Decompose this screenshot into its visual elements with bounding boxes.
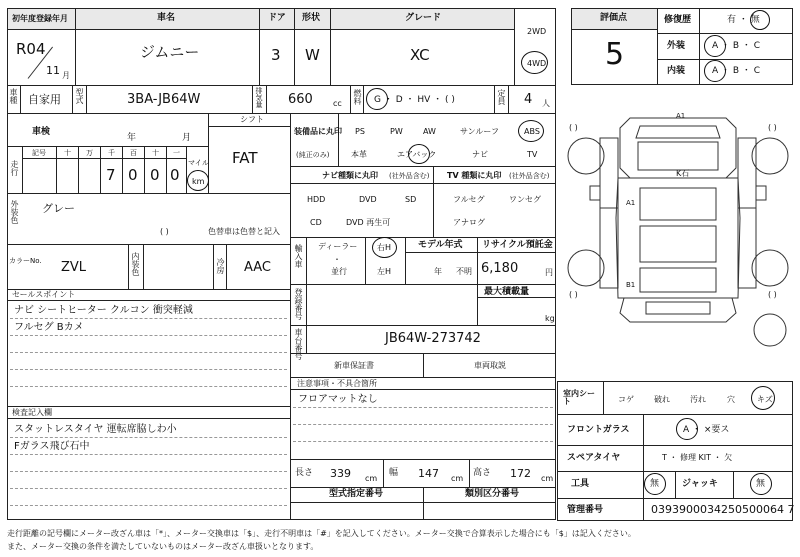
- inspector-line-1: スタットレスタイヤ 運転席脇しわ小: [14, 424, 177, 435]
- import-dot: ・: [333, 255, 341, 264]
- equip-leather: 本革: [351, 150, 367, 159]
- displacement-value: 660: [288, 92, 313, 107]
- navi-sd: SD: [405, 195, 417, 204]
- height-label: 高さ: [473, 468, 492, 478]
- interior-a-circle: [704, 60, 726, 82]
- abs-circle: [518, 120, 544, 142]
- seat-hole: 穴: [727, 395, 735, 404]
- capacity-value: 4: [524, 92, 533, 107]
- inspection-year-unit: 年: [127, 133, 137, 143]
- jack-value: 無: [756, 479, 766, 489]
- equip-airbag: エアバック: [397, 150, 437, 159]
- seat-scratch-circle: [751, 386, 775, 410]
- model-year-unit: 年: [434, 267, 442, 276]
- equip-pw: PW: [390, 127, 403, 136]
- class-number-label: 類別区分番号: [465, 489, 520, 499]
- car-name: ジムニー: [140, 43, 200, 61]
- exterior-a-circle: [704, 35, 726, 57]
- equip-abs: ABS: [524, 127, 540, 136]
- seat-tear: 破れ: [654, 395, 670, 404]
- inspector-label: 検査記入欄: [12, 408, 52, 417]
- displacement-unit: cc: [333, 99, 342, 108]
- diagram-roof-mark: K石: [676, 169, 690, 178]
- capacity-unit: 人: [542, 99, 550, 108]
- repair-none-circle: [750, 10, 770, 30]
- diagram-paren-right-bot: ( ): [768, 290, 777, 299]
- spare-tire-label: スペアタイヤ: [567, 453, 621, 463]
- tools-label: 工具: [571, 479, 590, 489]
- ac-label: 冷房: [216, 258, 225, 274]
- model-label: 型式: [75, 88, 84, 104]
- import-left-h: 左H: [377, 267, 392, 276]
- mileage-label: 走行: [10, 160, 19, 176]
- jack-none-circle: [750, 473, 772, 495]
- score-label: 評価点: [600, 13, 628, 23]
- color-no-label: カラーNo.: [9, 257, 42, 265]
- diagram-front-mark: A1: [676, 112, 686, 120]
- interior-seat-label: 室内シート: [563, 389, 595, 406]
- diagram-side-b1: B1: [626, 281, 636, 289]
- width-unit: cm: [451, 474, 464, 483]
- notes-label: 注意事項・不具合箇所: [297, 379, 377, 388]
- repair-label: 修復歴: [664, 15, 692, 25]
- door-label: ドア: [268, 13, 286, 23]
- interior-label: 内装: [667, 66, 686, 76]
- mileage-mark-label: 記号: [32, 149, 46, 157]
- length-unit: cm: [365, 474, 378, 483]
- new-warranty-label: 新車保証書: [334, 361, 374, 370]
- car-name-label: 車名: [157, 13, 176, 23]
- usage-value: 自家用: [28, 93, 61, 106]
- tools-value: 無: [650, 479, 660, 489]
- reg-month-unit: 月: [62, 71, 70, 80]
- mgmt-label: 管理番号: [567, 505, 604, 515]
- length-label: 長さ: [295, 468, 314, 478]
- import-parallel: 並行: [331, 267, 347, 276]
- mileage-unit-km: km: [192, 177, 205, 186]
- right-h-circle: [372, 237, 397, 258]
- digit-header-2: 千: [108, 149, 115, 157]
- front-glass-options: A ・ ×要ス: [683, 425, 730, 435]
- equipment-label-sub: (純正のみ): [296, 151, 330, 159]
- import-label: 輸入車: [294, 244, 303, 268]
- sales-label: セールスポイント: [12, 290, 76, 299]
- mgmt-value: 0393900034250500064 7: [651, 503, 795, 516]
- diagram-paren-left-bot: ( ): [569, 290, 578, 299]
- fuel-label: 燃料: [353, 89, 362, 105]
- exterior-options: A ・ B ・ C: [712, 41, 761, 51]
- sales-line-1: ナビ シートヒーター クルコン 衝突軽減: [14, 305, 193, 316]
- reg-label: 初年度登録年月: [12, 14, 68, 23]
- fuel-options: G ・ D ・ HV ・ ( ): [374, 95, 455, 105]
- navi-title: ナビ種類に丸印: [322, 171, 378, 180]
- score-value: 5: [605, 37, 625, 72]
- footer-line-1: 走行距離の記号欄にメーター改ざん車は「*」、メーター交換車は「$」、走行不明車は「#」を記入してください。メーター交換で合算表示した場合にも「$」は記入ください。: [7, 529, 636, 538]
- model-value: 3BA-JB64W: [127, 92, 201, 107]
- inspection-month-unit: 月: [182, 133, 192, 143]
- interior-color-label: 内装色: [131, 252, 140, 276]
- recycle-label: リサイクル預託金: [482, 240, 553, 250]
- capacity-label: 定員: [497, 89, 506, 105]
- mileage-unit-mile: マイル: [188, 159, 209, 167]
- navi-hdd: HDD: [307, 195, 326, 204]
- grade-label: グレード: [405, 13, 442, 23]
- reg-month: 11: [46, 64, 60, 77]
- digit-value-5: 0: [170, 166, 180, 184]
- tv-title-sub: (社外品含む): [509, 172, 550, 180]
- digit-header-3: 百: [130, 149, 137, 157]
- color-value: グレー: [42, 202, 75, 215]
- equipment-label: 装備品に丸印: [294, 127, 342, 136]
- displacement-label: 排気量: [255, 87, 263, 108]
- tv-fullseg: フルセグ: [453, 195, 485, 204]
- reg-no-label: 登録番号: [294, 288, 303, 320]
- grade-value: XC: [410, 46, 430, 64]
- inspector-line-2: Fガラス飛び石中: [14, 441, 90, 452]
- manual-label: 車両取説: [474, 361, 506, 370]
- navi-cd: CD: [310, 218, 322, 227]
- airbag-circle: [408, 144, 430, 164]
- color-note: 色替車は色替と記入: [208, 227, 280, 236]
- navi-title-sub: (社外品含む): [389, 172, 430, 180]
- digit-header-4: 十: [152, 149, 159, 157]
- recycle-value: 6,180: [481, 261, 519, 276]
- max-load-label: 最大積載量: [484, 287, 530, 297]
- width-label: 幅: [389, 468, 399, 478]
- km-circle: [187, 170, 209, 191]
- glass-a-circle: [676, 418, 698, 440]
- chassis-label: 車台番号: [294, 328, 303, 360]
- equip-navi: ナビ: [472, 150, 488, 159]
- import-right-h: 右H: [377, 243, 392, 252]
- drive-2wd: 2WD: [527, 27, 547, 36]
- type-designation-label: 型式指定番号: [329, 489, 384, 499]
- length-value: 339: [330, 467, 351, 480]
- digit-value-2: 7: [106, 166, 116, 184]
- shift-value: FAT: [232, 149, 258, 167]
- equip-ps: PS: [355, 127, 365, 136]
- chassis-value: JB64W-273742: [385, 331, 481, 346]
- height-value: 172: [510, 467, 531, 480]
- digit-value-3: 0: [128, 166, 138, 184]
- equip-sunroof: サンルーフ: [460, 127, 499, 136]
- model-year-value: 不明: [456, 267, 472, 276]
- recycle-unit: 円: [545, 268, 553, 277]
- color-note-paren: ( ): [160, 227, 169, 236]
- digit-header-0: 十: [64, 149, 71, 157]
- fuel-g-circle: [366, 88, 388, 110]
- diagram-paren-right-top: ( ): [768, 123, 777, 132]
- drive-4wd: 4WD: [527, 59, 547, 68]
- repair-options: 有 ・ 無: [727, 15, 760, 25]
- color-no-value: ZVL: [61, 260, 87, 275]
- ac-value: AAC: [244, 260, 271, 275]
- import-dealer: ディーラー: [318, 242, 358, 251]
- diagram-side-a1: A1: [626, 199, 636, 207]
- seat-scratch: キズ: [757, 395, 773, 404]
- max-load-unit: kg: [545, 314, 555, 323]
- equip-tv: TV: [527, 150, 538, 159]
- tools-none-circle: [644, 473, 666, 495]
- footer-line-2: また、メーター交換の条件を満たしていないものはメーター改ざん車扱いとなります。: [7, 542, 319, 551]
- height-unit: cm: [541, 474, 554, 483]
- door-value: 3: [271, 46, 281, 64]
- model-year-label: モデル年式: [418, 240, 463, 250]
- shift-label: シフト: [240, 115, 264, 124]
- navi-dvd: DVD: [359, 195, 377, 204]
- usage-label: 車種: [9, 88, 18, 104]
- shape-label: 形状: [302, 13, 321, 23]
- diagram-paren-left-top: ( ): [569, 123, 578, 132]
- notes-value: フロアマットなし: [298, 394, 378, 405]
- sales-line-2: フルセグ Bカメ: [14, 322, 84, 333]
- tv-title: TV 種類に丸印: [447, 171, 502, 180]
- interior-options: A ・ B ・ C: [712, 66, 761, 76]
- exterior-label: 外装: [667, 41, 686, 51]
- navi-dvd-play: DVD 再生可: [346, 218, 391, 227]
- seat-burn: コゲ: [618, 395, 634, 404]
- spare-tire-options: T ・ 修理 KIT ・ 欠: [662, 453, 733, 462]
- jack-label: ジャッキ: [682, 479, 718, 489]
- tv-oneseg: ワンセグ: [509, 195, 541, 204]
- shape-value: W: [305, 46, 320, 64]
- equip-aw: AW: [423, 127, 436, 136]
- reg-era: R04: [16, 40, 46, 58]
- color-label: 外装色: [10, 200, 19, 224]
- drive-4wd-circle: [521, 51, 548, 74]
- seat-dirt: 汚れ: [690, 395, 706, 404]
- car-damage-diagram: [560, 108, 796, 368]
- digit-header-1: 万: [86, 149, 93, 157]
- inspection-label: 車検: [32, 127, 51, 137]
- width-value: 147: [418, 467, 439, 480]
- digit-header-5: 一: [173, 149, 180, 157]
- front-glass-label: フロントガラス: [567, 425, 630, 435]
- tv-analog: アナログ: [453, 218, 485, 227]
- digit-value-4: 0: [150, 166, 160, 184]
